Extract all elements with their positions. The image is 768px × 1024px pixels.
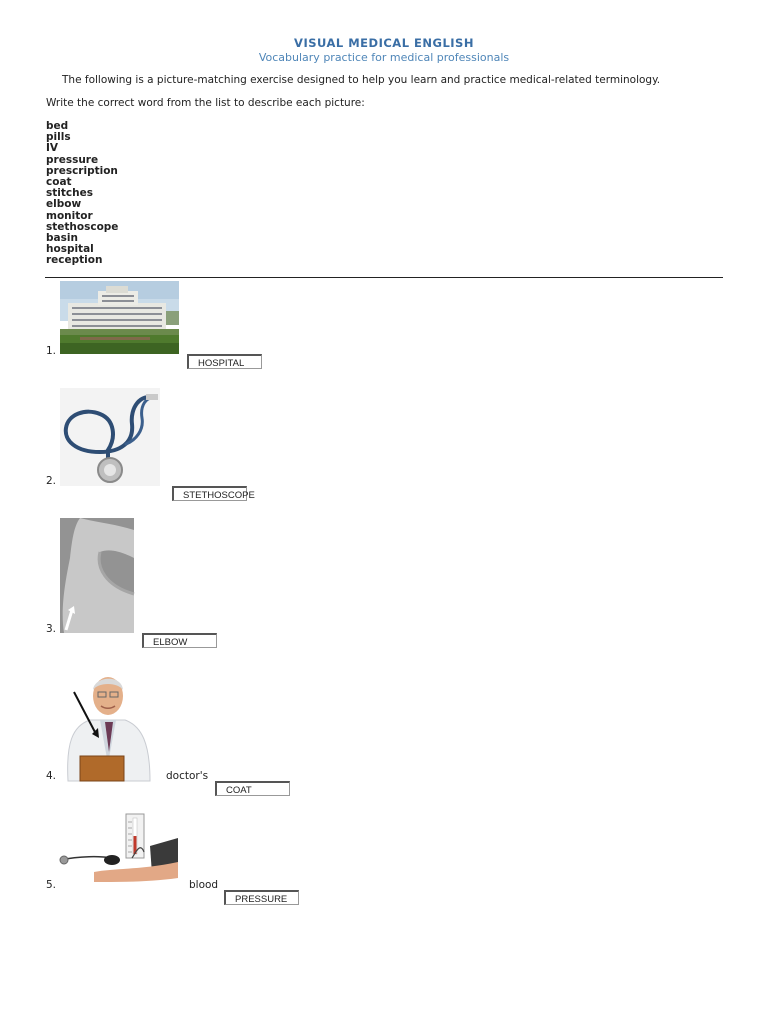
item-number: 1.: [46, 345, 57, 357]
answer-field[interactable]: PRESSURE: [224, 890, 299, 905]
elbow-image: [60, 518, 134, 633]
item-number: 2.: [46, 475, 57, 487]
word-list-item: reception: [46, 254, 103, 267]
blood-pressure-image: [60, 812, 178, 887]
word-list-item: hospital: [46, 243, 94, 256]
word-list-item: pills: [46, 131, 71, 144]
answer-field[interactable]: COAT: [215, 781, 290, 796]
word-list-item: coat: [46, 176, 72, 189]
word-list: [46, 121, 118, 267]
item-number: 3.: [46, 623, 57, 635]
word-list-item: monitor: [46, 209, 93, 222]
item-prefix: doctor's: [166, 770, 209, 782]
word-list-item: IV: [46, 142, 59, 155]
item-number: 5.: [46, 879, 57, 891]
hospital-image: [60, 281, 179, 354]
page-title: VISUAL MEDICAL ENGLISH: [294, 36, 474, 50]
word-list-item: basin: [46, 232, 78, 245]
intro-text: The following is a picture-matching exercise designed to help you learn and practice medical-related terminology.: [62, 74, 661, 86]
doctor-image: [60, 664, 155, 781]
page-subtitle: Vocabulary practice for medical professionals: [258, 51, 510, 64]
answer-field[interactable]: HOSPITAL: [187, 354, 262, 369]
word-list-item: prescription: [46, 164, 118, 177]
stethoscope-image: [60, 388, 160, 486]
divider: [45, 277, 723, 278]
item-number: 4.: [46, 770, 57, 782]
word-list-item: pressure: [46, 153, 99, 166]
item-prefix: blood: [189, 879, 219, 891]
word-list-item: elbow: [46, 198, 82, 211]
answer-field[interactable]: STETHOSCOPE: [172, 486, 247, 501]
word-list-item: stethoscope: [46, 220, 119, 233]
word-list-item: stitches: [46, 187, 93, 200]
word-list-item: bed: [46, 120, 69, 132]
answer-field[interactable]: ELBOW: [142, 633, 217, 648]
instruction-text: Write the correct word from the list to describe each picture:: [46, 97, 365, 109]
